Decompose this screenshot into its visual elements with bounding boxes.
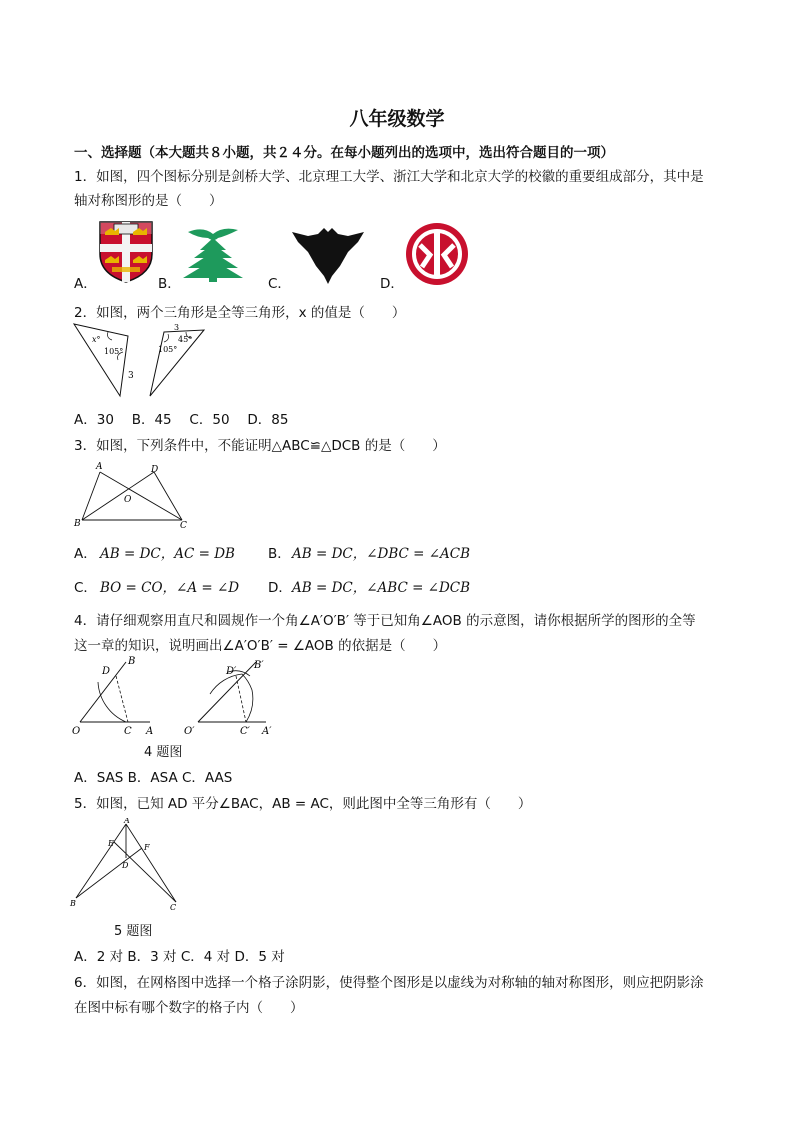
q5-options: A．2 对 B．3 对 C．4 对 D．5 对 (74, 949, 285, 965)
q1-option-b-label: B． (158, 276, 181, 292)
section-heading: 一、选择题（本大题共８小题，共２４分。在每小题列出的选项中，选出符合题目的一项） (74, 145, 614, 161)
q3-option-a: AB = DC，AC = DB (100, 546, 235, 562)
q2-angle45: 45° (178, 335, 193, 344)
q3-stem: 3．如图，下列条件中，不能证明△ABC≌△DCB 的是（ ） (74, 438, 446, 454)
q3-option-c-label: C． (74, 580, 97, 596)
q3-label-o: O (124, 495, 132, 505)
q1-stem-line1: 1．如图，四个图标分别是剑桥大学、北京理工大学、浙江大学和北京大学的校徽的重要组成部分，其中是 (74, 169, 704, 185)
q3-option-a-label: A． (74, 546, 97, 562)
q2-angle105-right: 105° (158, 345, 178, 354)
q6-stem-line1: 6．如图，在网格图中选择一个格子涂阴影，使得整个图形是以虚线为对称轴的轴对称图形，则应把阴影涂 (74, 975, 704, 991)
q2-side3-left: 3 (128, 371, 134, 381)
q4-label-b-prime: B′ (254, 660, 264, 671)
q5-label-c: C (170, 903, 177, 912)
q4-label-c-prime: C′ (240, 726, 250, 736)
q1-option-c-label: C． (268, 276, 291, 292)
q1-stem-line2: 轴对称图形的是（ ） (74, 193, 223, 209)
q3-option-c: BO = CO，∠A = ∠D (100, 580, 240, 596)
q4-label-b: B (128, 656, 136, 667)
q4-label-o-prime: O′ (184, 726, 195, 736)
q5-figure (64, 818, 186, 912)
q4-caption: 4 题图 (144, 745, 183, 760)
q4-stem-line1: 4．请仔细观察用直尺和圆规作一个角∠A′O′B′ 等于已知角∠AOB 的示意图，请你根据所学的图形的全等 (74, 613, 696, 629)
q4-label-o: O (72, 726, 81, 736)
q2-options: A．30 B．45 C．50 D．85 (74, 412, 289, 428)
q5-label-b: B (70, 899, 76, 908)
q1-option-a-label: A． (74, 276, 97, 292)
q5-label-f: F (144, 843, 150, 852)
q4-options: A．SAS B．ASA C．AAS (74, 770, 233, 786)
q4-label-d: D (102, 666, 111, 677)
q5-label-a: A (124, 818, 130, 825)
q1-option-d-label: D． (380, 276, 404, 292)
bit-emblem-icon (178, 222, 248, 284)
q5-label-d: D (122, 861, 129, 870)
q2-figure (68, 318, 218, 400)
q4-label-a-prime: A′ (262, 726, 272, 736)
page-title: 八年级数学 (349, 108, 445, 130)
q2-stem: 2．如图，两个三角形是全等三角形，x 的值是（ ） (74, 305, 406, 321)
q3-figure (70, 460, 196, 532)
q3-option-d: AB = DC，∠ABC = ∠DCB (292, 580, 471, 596)
q2-angle105-left: 105° (104, 347, 124, 356)
q3-label-d: D (151, 465, 159, 475)
cambridge-emblem-icon (98, 220, 154, 284)
q3-label-a: A (96, 462, 103, 472)
q3-label-c: C (180, 521, 187, 531)
q4-figure (68, 654, 282, 736)
zju-emblem-icon (290, 226, 366, 286)
q2-side3-right: 3 (174, 323, 180, 332)
q3-option-b-label: B． (268, 546, 291, 562)
q3-option-b: AB = DC，∠DBC = ∠ACB (292, 546, 471, 562)
q4-label-a: A (146, 726, 154, 736)
q5-stem: 5．如图，已知 AD 平分∠BAC，AB = AC，则此图中全等三角形有（ ） (74, 796, 532, 812)
q3-label-b: B (74, 519, 81, 529)
q4-label-c: C (124, 726, 132, 736)
q3-option-d-label: D． (268, 580, 292, 596)
q4-label-d-prime: D′ (226, 666, 237, 677)
q5-caption: 5 题图 (114, 924, 153, 939)
q6-stem-line2: 在图中标有哪个数字的格子内（ ） (74, 1000, 304, 1016)
q2-x-label: x° (92, 335, 101, 344)
q4-stem-line2: 这一章的知识，说明画出∠A′O′B′ = ∠AOB 的依据是（ ） (74, 638, 447, 654)
pku-emblem-icon (404, 221, 470, 287)
q5-label-e: E (108, 839, 114, 848)
